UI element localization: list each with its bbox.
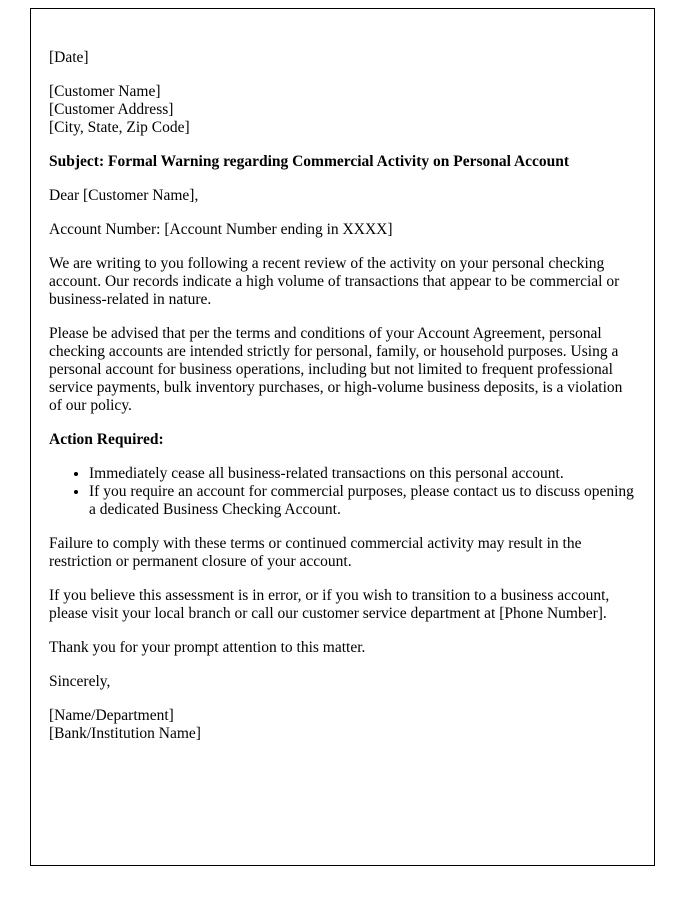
recipient-city-state-zip: [City, State, Zip Code]: [49, 119, 190, 136]
paragraph-terms-advisory: Please be advised that per the terms and conditions of your Account Agreement, personal checking accounts are intended strictly for personal, family, or household purposes. Using a personal account for business operations, including but not limited to frequent professional service payments, bulk inventory purchases, or high-volume business deposits, is a violation of our policy.: [49, 325, 623, 414]
salutation: Dear [Customer Name],: [49, 187, 199, 204]
subject-line: Subject: Formal Warning regarding Commercial Activity on Personal Account: [49, 153, 570, 170]
closing: Sincerely,: [49, 673, 111, 690]
letter-date: [Date]: [49, 49, 89, 66]
paragraph-review-notice: We are writing to you following a recent review of the activity on your personal checking account. Our records indicate a high volume of transactions that appear to be commercial or business-related in nature.: [49, 255, 620, 308]
recipient-address: [Customer Address]: [49, 101, 174, 118]
recipient-name: [Customer Name]: [49, 83, 161, 100]
recipient-address-block: [49, 83, 636, 137]
signature-bank-name: [Bank/Institution Name]: [49, 725, 201, 742]
paragraph-compliance-warning: Failure to comply with these terms or continued commercial activity may result in the restriction or permanent closure of your account.: [49, 535, 582, 570]
letter-page: [30, 8, 655, 866]
action-item-business-account: • If you require an account for commercial purposes, please contact us to discuss opening a dedicated Business Checking Account.: [89, 483, 636, 519]
spacer: [49, 137, 636, 153]
action-item-cease-transactions: • Immediately cease all business-related transactions on this personal account.: [89, 465, 636, 483]
signature-name-department: [Name/Department]: [49, 707, 174, 724]
signature-block: [49, 707, 636, 743]
action-required-list: [49, 465, 636, 519]
paragraph-thank-you: Thank you for your prompt attention to this matter.: [49, 639, 366, 656]
paragraph-contact-info: If you believe this assessment is in error, or if you wish to transition to a business account, please visit your local branch or call our customer service department at [Phone Number].: [49, 587, 610, 622]
account-number-line: Account Number: [Account Number ending in XXXX]: [49, 221, 393, 238]
action-required-heading: Action Required:: [49, 431, 164, 448]
